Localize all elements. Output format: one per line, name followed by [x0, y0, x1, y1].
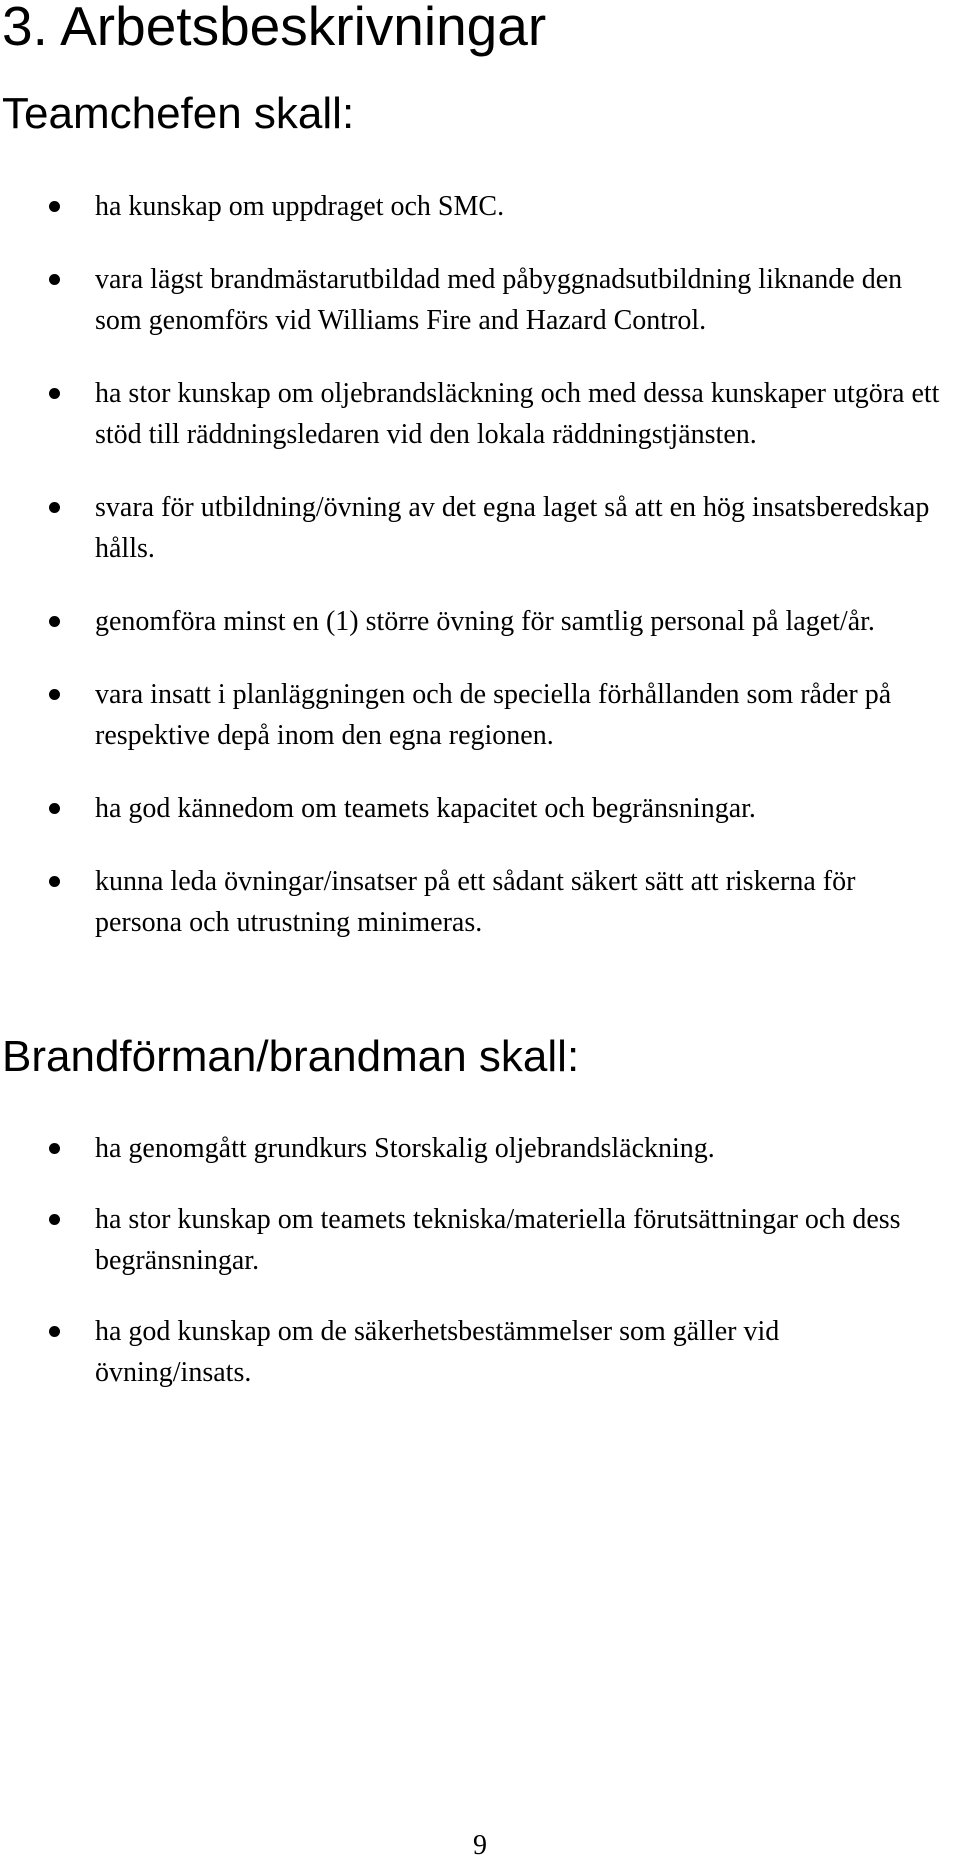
list-item: ha stor kunskap om oljebrandsläckning och med dessa kunskaper utgöra ett stöd till räddningsledaren vid den lokala räddningstjänsten.: [0, 373, 960, 455]
page-number: 9: [473, 1830, 487, 1861]
list-item: ha god kännedom om teamets kapacitet och begränsningar.: [0, 788, 960, 829]
list-item: ha genomgått grundkurs Storskalig oljebrandsläckning.: [0, 1128, 960, 1169]
section-heading-brandforman: Brandförman/brandman skall:: [2, 1032, 580, 1081]
bullet-list-teamchefen: [0, 186, 960, 975]
list-item: svara för utbildning/övning av det egna laget så att en hög insatsberedskap hålls.: [0, 487, 960, 569]
bullet-list-brandforman: [0, 1128, 960, 1423]
list-item: ha god kunskap om de säkerhetsbestämmelser som gäller vid övning/insats.: [0, 1311, 960, 1393]
section-heading-teamchefen: Teamchefen skall:: [2, 89, 355, 138]
chapter-title: 3. Arbetsbeskrivningar: [2, 0, 547, 57]
list-item: genomföra minst en (1) större övning för samtlig personal på laget/år.: [0, 601, 960, 642]
list-item: vara insatt i planläggningen och de speciella förhållanden som råder på respektive depå inom den egna regionen.: [0, 674, 960, 756]
list-item: ha kunskap om uppdraget och SMC.: [0, 186, 960, 227]
list-item: ha stor kunskap om teamets tekniska/materiella förutsättningar och dess begränsningar.: [0, 1199, 960, 1281]
list-item: vara lägst brandmästarutbildad med påbyggnadsutbildning liknande den som genomförs vid Williams Fire and Hazard Control.: [0, 259, 960, 341]
list-item: kunna leda övningar/insatser på ett sådant säkert sätt att riskerna för persona och utrustning minimeras.: [0, 861, 960, 943]
